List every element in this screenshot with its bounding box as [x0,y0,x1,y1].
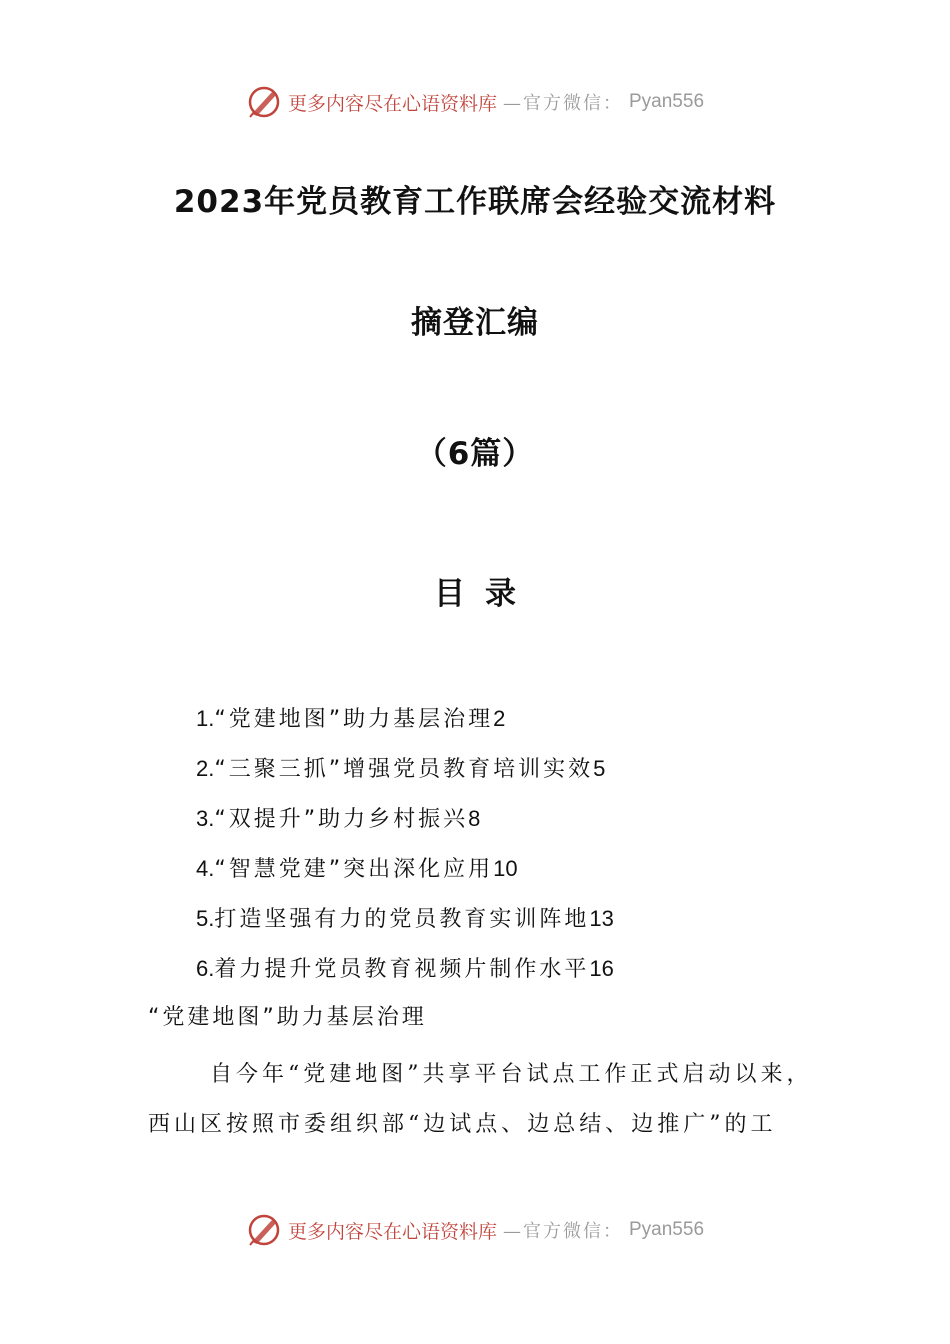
document-subtitle: 摘登汇编 [411,305,539,341]
watermark-promo-text: 更多内容尽在心语资料库 [287,92,497,115]
watermark-promo-text: 更多内容尽在心语资料库 [287,1220,497,1243]
watermark-wechat-id: Pyan556 [629,1219,705,1240]
watermark-wechat-id: Pyan556 [629,91,705,112]
section-heading: “党建地图”助力基层治理 [148,1005,427,1030]
table-of-contents [196,700,614,1000]
watermark-banner-top [0,82,950,122]
toc-item[interactable]: 4.“智慧党建”突出深化应用10 [196,856,518,882]
document-article-count: （6篇） [415,436,535,472]
pen-logo-icon [246,1212,282,1248]
pen-logo-icon [246,84,282,120]
toc-item[interactable]: 2.“三聚三抓”增强党员教育培训实效5 [196,756,606,782]
toc-item[interactable]: 5.打造坚强有力的党员教育实训阵地13 [196,906,614,932]
watermark-official-text: —官方微信： [503,1221,623,1242]
body-paragraph: 自今年“党建地图”共享平台试点工作正式启动以来，西山区按照市委组织部“边试点、边总结、边推广”的工 [148,1062,813,1137]
toc-item[interactable]: 6.着力提升党员教育视频片制作水平16 [196,956,614,982]
toc-item[interactable]: 3.“双提升”助力乡村振兴8 [196,806,481,832]
contents-heading: 目录 [434,576,536,612]
document-title: 2023年党员教育工作联席会经验交流材料 [173,184,777,220]
watermark-official-text: —官方微信： [503,93,623,114]
toc-item[interactable]: 1.“党建地图”助力基层治理2 [196,706,506,732]
watermark-banner-bottom [0,1210,950,1250]
